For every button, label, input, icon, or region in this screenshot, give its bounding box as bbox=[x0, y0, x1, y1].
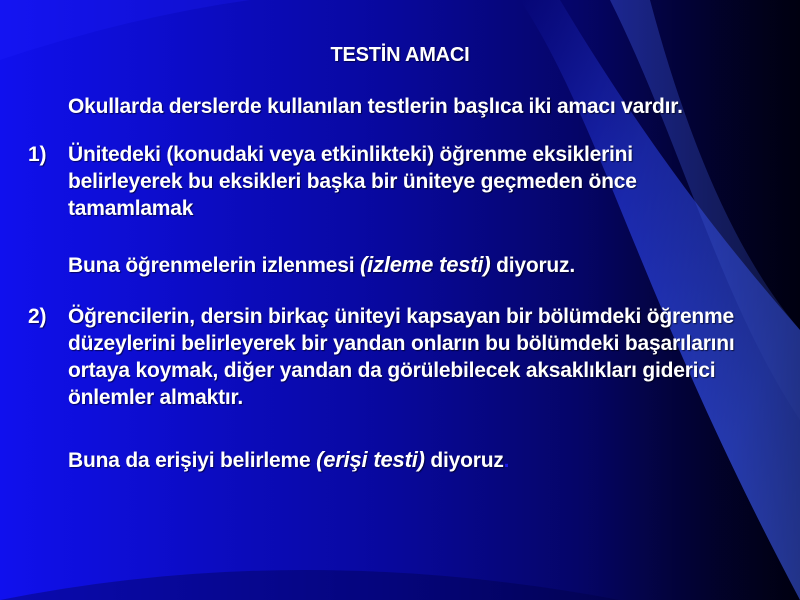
item-2-number: 2) bbox=[28, 305, 47, 328]
note-1 bbox=[68, 251, 778, 279]
item-1-number: 1) bbox=[28, 143, 47, 166]
item-1-text: Ünitedeki (konudaki veya etkinlikteki) öğrenme eksiklerini belirleyerek bu eksikleri başka bir üniteye geçmeden önce tamamlamak bbox=[68, 143, 637, 220]
note-2-trailing-period: . bbox=[503, 449, 510, 472]
item-2-text: Öğrencilerin, dersin birkaç üniteyi kapsayan bir bölümdeki öğrenme düzeylerini belirleyerek bir yandan onların bu bölümdeki başarılarını ortaya koymak, diğer yandan da görülebilecek aksaklıkları giderici önlemler almaktır. bbox=[68, 305, 735, 409]
note-2-after: diyoruz bbox=[424, 449, 504, 472]
slide-title: TESTİN AMACI bbox=[330, 44, 470, 66]
intro-text: Okullarda derslerde kullanılan testlerin başlıca iki amacı vardır. bbox=[68, 95, 683, 118]
note-2-before: Buna da erişiyi belirleme bbox=[68, 449, 317, 472]
note-2 bbox=[68, 446, 778, 474]
note-2-emphasis: (erişi testi) bbox=[316, 447, 425, 472]
note-1-after: diyoruz. bbox=[490, 254, 575, 277]
note-1-before: Buna öğrenmelerin izlenmesi bbox=[68, 254, 360, 277]
note-1-emphasis: (izleme testi) bbox=[359, 252, 491, 277]
